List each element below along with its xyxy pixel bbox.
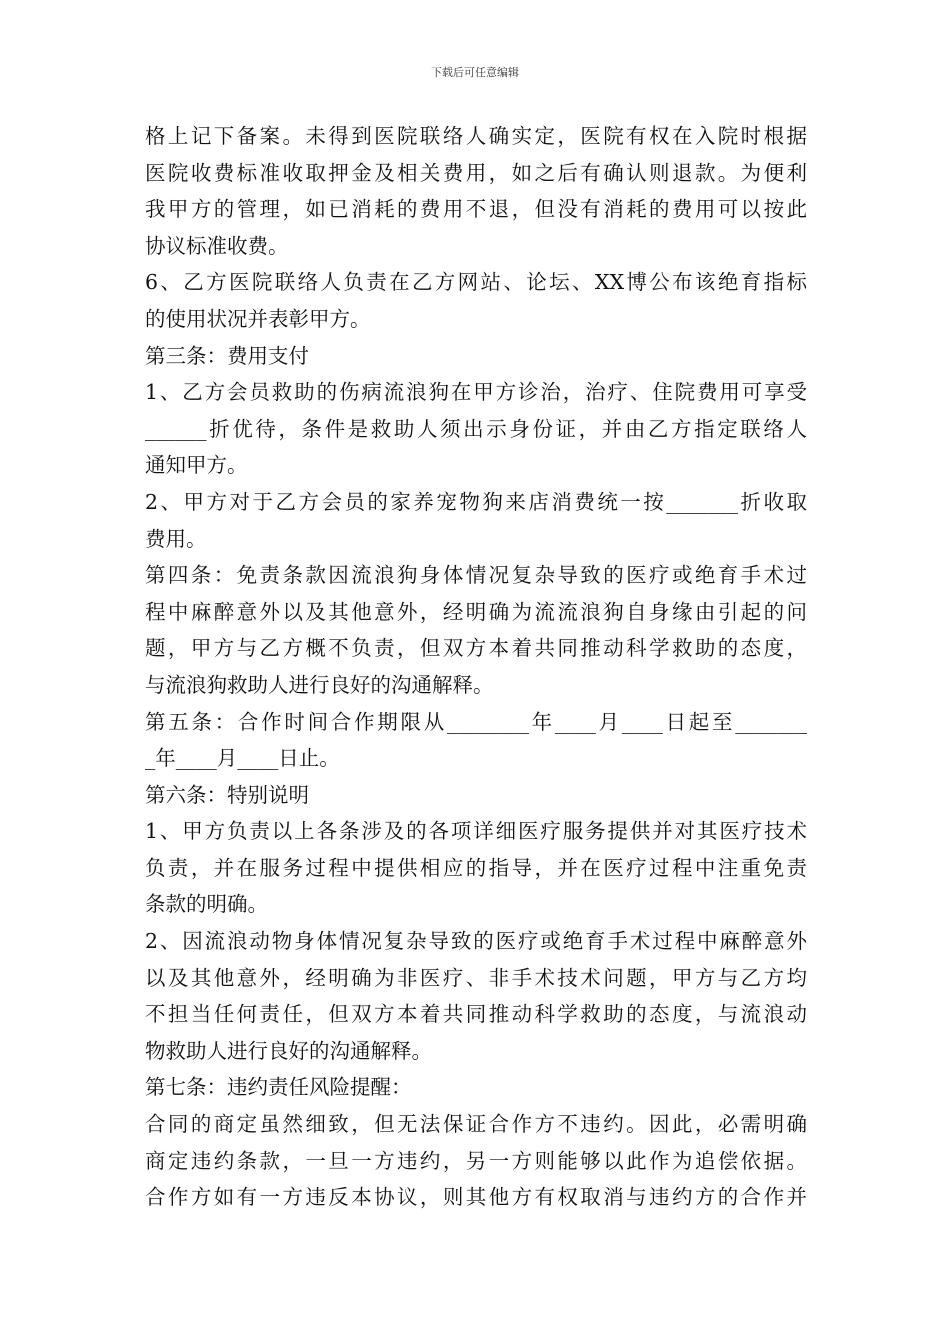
text-line: 物救助人进行良好的沟通解释。 [145, 1038, 432, 1063]
text-line: 负责，并在服务过程中提供相应的指导，并在医疗过程中注重免责 [145, 855, 807, 880]
text-line: 第五条：合作时间合作期限从________年____月____日起至_______ [145, 709, 807, 734]
text-line: 费用。 [145, 526, 207, 551]
text-line: 第七条：违约责任风险提醒： [145, 1075, 412, 1100]
text-line: _年____月____日止。 [145, 746, 340, 771]
text-line: 2、甲方对于乙方会员的家养宠物狗来店消费统一按_______折收取 [145, 489, 807, 514]
text-line: 不担当任何责任，但双方本着共同推动科学救助的态度，与流浪动 [145, 1002, 807, 1027]
page-header: 下载后可任意编辑 [431, 66, 519, 79]
text-line: 商定违约条款，一旦一方违约，另一方则能够以此作为追偿依据。 [145, 1148, 807, 1173]
text-line: 题，甲方与乙方概不负责，但双方本着共同推动科学救助的态度， [145, 636, 807, 661]
text-line: 程中麻醉意外以及其他意外，经明确为流流浪狗自身缘由引起的问 [145, 599, 807, 624]
text-line: 条款的明确。 [145, 892, 268, 917]
text-line: 医院收费标准收取押金及相关费用，如之后有确认则退款。为便利 [145, 160, 807, 185]
text-line: 合作方如有一方违反本协议，则其他方有权取消与违约方的合作并 [145, 1185, 807, 1210]
text-line: 第四条：免责条款因流浪狗身体情况复杂导致的医疗或绝育手术过 [145, 563, 807, 588]
text-line: 我甲方的管理，如已消耗的费用不退，但没有消耗的费用可以按此 [145, 197, 807, 222]
text-line: 2、因流浪动物身体情况复杂导致的医疗或绝育手术过程中麻醉意外 [145, 929, 807, 954]
document-body [145, 118, 807, 1216]
text-line: 1、甲方负责以上各条涉及的各项详细医疗服务提供并对其医疗技术 [145, 819, 807, 844]
text-line: 协议标准收费。 [145, 233, 289, 258]
text-line: 6、乙方医院联络人负责在乙方网站、论坛、XX博公布该绝育指标 [145, 270, 807, 295]
text-line: 第六条：特别说明 [145, 782, 309, 807]
text-line: ______折优待，条件是救助人须出示身份证，并由乙方指定联络人 [145, 416, 807, 441]
text-line: 第三条：费用支付 [145, 343, 309, 368]
text-line: 以及其他意外，经明确为非医疗、非手术技术问题，甲方与乙方均 [145, 965, 807, 990]
text-line: 的使用状况并表彰甲方。 [145, 306, 371, 331]
text-line: 1、乙方会员救助的伤病流浪狗在甲方诊治，治疗、住院费用可享受 [145, 380, 807, 405]
text-line: 与流浪狗救助人进行良好的沟通解释。 [145, 672, 494, 697]
text-line: 格上记下备案。未得到医院联络人确实定，医院有权在入院时根据 [145, 124, 807, 148]
text-line: 合同的商定虽然细致，但无法保证合作方不违约。因此，必需明确 [145, 1112, 807, 1137]
text-line: 通知甲方。 [145, 453, 248, 478]
